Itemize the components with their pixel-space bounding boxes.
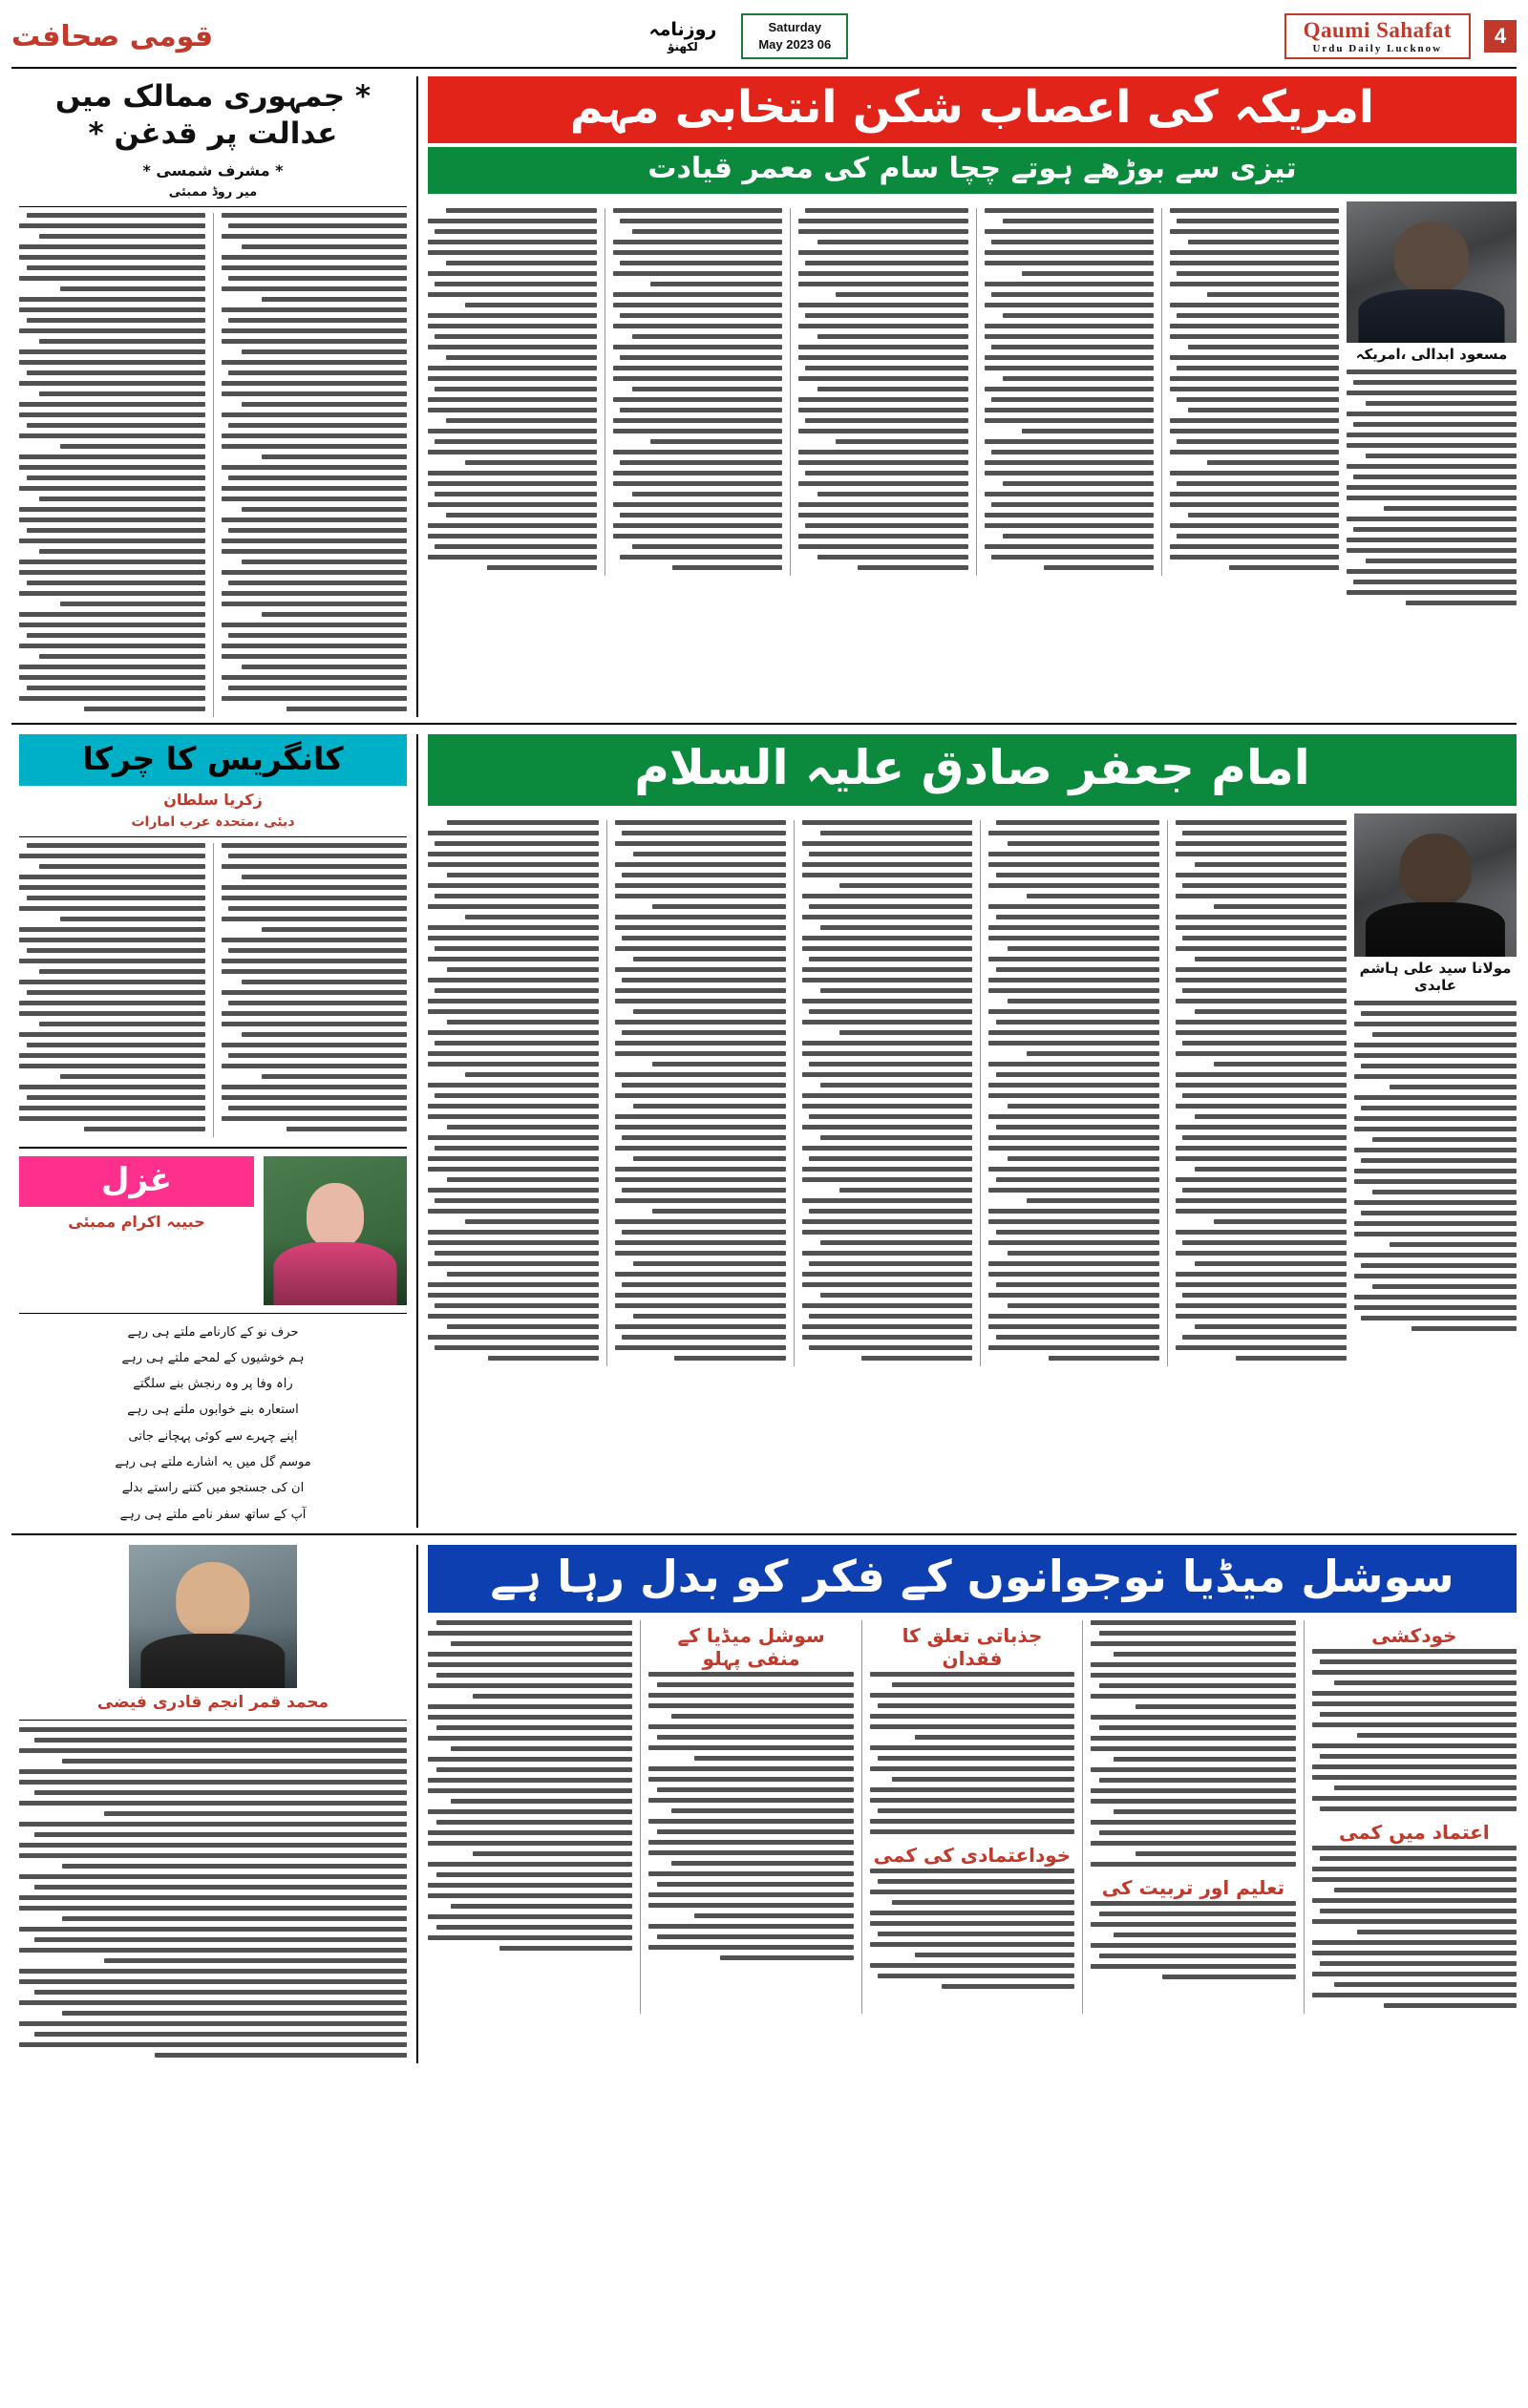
ghazal-line: حرف نو کے کارنامے ملتے ہی رہے	[127, 1324, 299, 1340]
section-divider-2	[11, 1533, 1517, 1535]
masthead	[11, 10, 1517, 69]
imam-headline: امام جعفر صادق علیہ السلام	[428, 734, 1517, 806]
lead-text-columns	[428, 208, 1339, 576]
social-subhead: خوداعتمادی کی کمی	[873, 1843, 1072, 1867]
lead-photo-caption: مسعود ابدالی ،امریکہ	[1355, 346, 1508, 364]
ghazal-line: موسم گل میں یہ اشارے ملتے ہی رہے	[115, 1454, 311, 1469]
opinion-article	[19, 76, 418, 717]
ghazal-line: ان کی جستجو میں کتنے راستے بدلے	[121, 1481, 305, 1496]
masthead-right	[1284, 13, 1517, 59]
social-subhead: خودکشی	[1371, 1623, 1457, 1647]
social-col-d	[640, 1620, 853, 2014]
social-right-text	[19, 1727, 407, 2058]
photo-habiba-ikram	[264, 1156, 407, 1305]
imam-col-e	[606, 820, 786, 1366]
lead-col-b	[1161, 208, 1339, 576]
middle-section	[11, 734, 1517, 1528]
congress-headline: کانگریس کا چرکا	[19, 734, 407, 786]
date-box	[741, 13, 848, 58]
opinion-author: * مشرف شمسی *	[142, 160, 284, 180]
social-headline: سوشل میڈیا نوجوانوں کے فکر کو بدل رہا ہے	[428, 1545, 1517, 1613]
date-day: Saturday	[768, 20, 822, 35]
social-subhead: اعتماد میں کمی	[1338, 1820, 1490, 1844]
social-col-e	[428, 1620, 632, 2014]
ghazal-verses	[19, 1320, 407, 1528]
ghazal-author: حبیبہ اکرام ممبئی	[68, 1212, 205, 1231]
lead-headline: امریکہ کی اعصاب شکن انتخابی مہم	[428, 76, 1517, 143]
congress-author: زکریا سلطان	[163, 790, 263, 809]
lead-col-d	[790, 208, 967, 576]
social-subhead: تعلیم اور تربیت کی	[1101, 1875, 1284, 1899]
imam-col-c	[980, 820, 1159, 1366]
divider-ghazal	[19, 1147, 407, 1149]
lead-subheadline: تیزی سے بوڑھے ہوتے چچا سام کی معمر قیادت	[428, 147, 1517, 194]
logo-subtitle: Urdu Daily Lucknow	[1312, 43, 1443, 54]
photo-qamar-anjum	[129, 1545, 297, 1688]
ghazal-line: اپنے چہرے سے کوئی پہچانے جاتی	[128, 1428, 298, 1444]
lead-columns	[428, 201, 1339, 611]
lead-col-c	[976, 208, 1154, 576]
social-col-a	[1304, 1620, 1517, 2014]
social-article	[428, 1545, 1517, 2063]
date-value: 06 May 2023	[758, 37, 832, 52]
ghazal-line: آپ کے ساتھ سفر نامے ملتے ہی رہے	[119, 1507, 307, 1522]
ghazal-block	[19, 1156, 407, 1305]
opinion-author-city: میر روڈ ممبئی	[168, 184, 258, 200]
photo-maulana-ali-hashim-abidi	[1354, 813, 1517, 957]
imam-col-d	[794, 820, 973, 1366]
opinion-col-a	[213, 213, 408, 717]
imam-col-f	[428, 820, 599, 1366]
photo-masood-abdali	[1347, 201, 1517, 343]
logo-title: Qaumi Sahafat	[1303, 18, 1452, 42]
bottom-section	[11, 1545, 1517, 2063]
opinion-headline: * جمہوری ممالک میں عدالت پر قدغن *	[19, 76, 407, 158]
ghazal-line: راہ وفا پر وہ رنجش بنے سلگتے	[133, 1377, 293, 1392]
imam-article	[428, 734, 1517, 1528]
social-author-block	[19, 1545, 418, 2063]
newspaper-logo	[1284, 13, 1471, 59]
social-author: محمد قمر انجم قادری فیضی	[96, 1692, 329, 1712]
social-subhead: سوشل میڈیا کے منفی پہلو	[677, 1623, 825, 1670]
section-divider-1	[11, 723, 1517, 725]
ghazal-line: استعارہ بنے خوابوں ملتے ہی رہے	[127, 1403, 299, 1418]
ghazal-photo-wrap	[264, 1156, 407, 1305]
rozname-city: لکھنؤ	[667, 40, 698, 53]
top-section	[11, 76, 1517, 717]
congress-columns	[19, 843, 407, 1137]
ghazal-line: ہم خوشیوں کے لمحے ملتے ہی رہے	[121, 1350, 305, 1365]
page-number: 4	[1484, 20, 1517, 53]
social-col-b	[1082, 1620, 1295, 2014]
social-col-c	[861, 1620, 1074, 2014]
imam-text-columns	[428, 820, 1347, 1366]
right-column-middle	[19, 734, 418, 1528]
opinion-col-b	[19, 213, 205, 717]
opinion-columns	[19, 213, 407, 717]
masthead-middle	[648, 13, 848, 58]
imam-photo-wrap	[1354, 813, 1517, 1366]
imam-col-b	[1167, 820, 1347, 1366]
congress-col-b	[19, 843, 205, 1137]
congress-col-a	[213, 843, 408, 1137]
lead-story	[428, 76, 1517, 717]
ghazal-headline: غزل	[19, 1156, 254, 1207]
social-columns	[428, 1620, 1517, 2014]
social-subhead: جذباتی تعلق کا فقدان	[902, 1623, 1043, 1670]
imam-author: مولانا سید علی ہاشم عابدی	[1359, 959, 1512, 994]
imam-col-a	[1354, 1001, 1517, 1331]
rozname-text: روزنامہ	[648, 19, 717, 40]
lead-col-e	[605, 208, 782, 576]
lead-photo-wrap	[1347, 201, 1517, 611]
lead-col-a	[1347, 370, 1517, 605]
lead-col-f	[428, 208, 597, 576]
congress-author-city: دبئی ،متحدہ عرب امارات	[131, 813, 295, 830]
rozname-label	[648, 19, 716, 53]
brand-urdu: قومی صحافت	[11, 19, 214, 53]
